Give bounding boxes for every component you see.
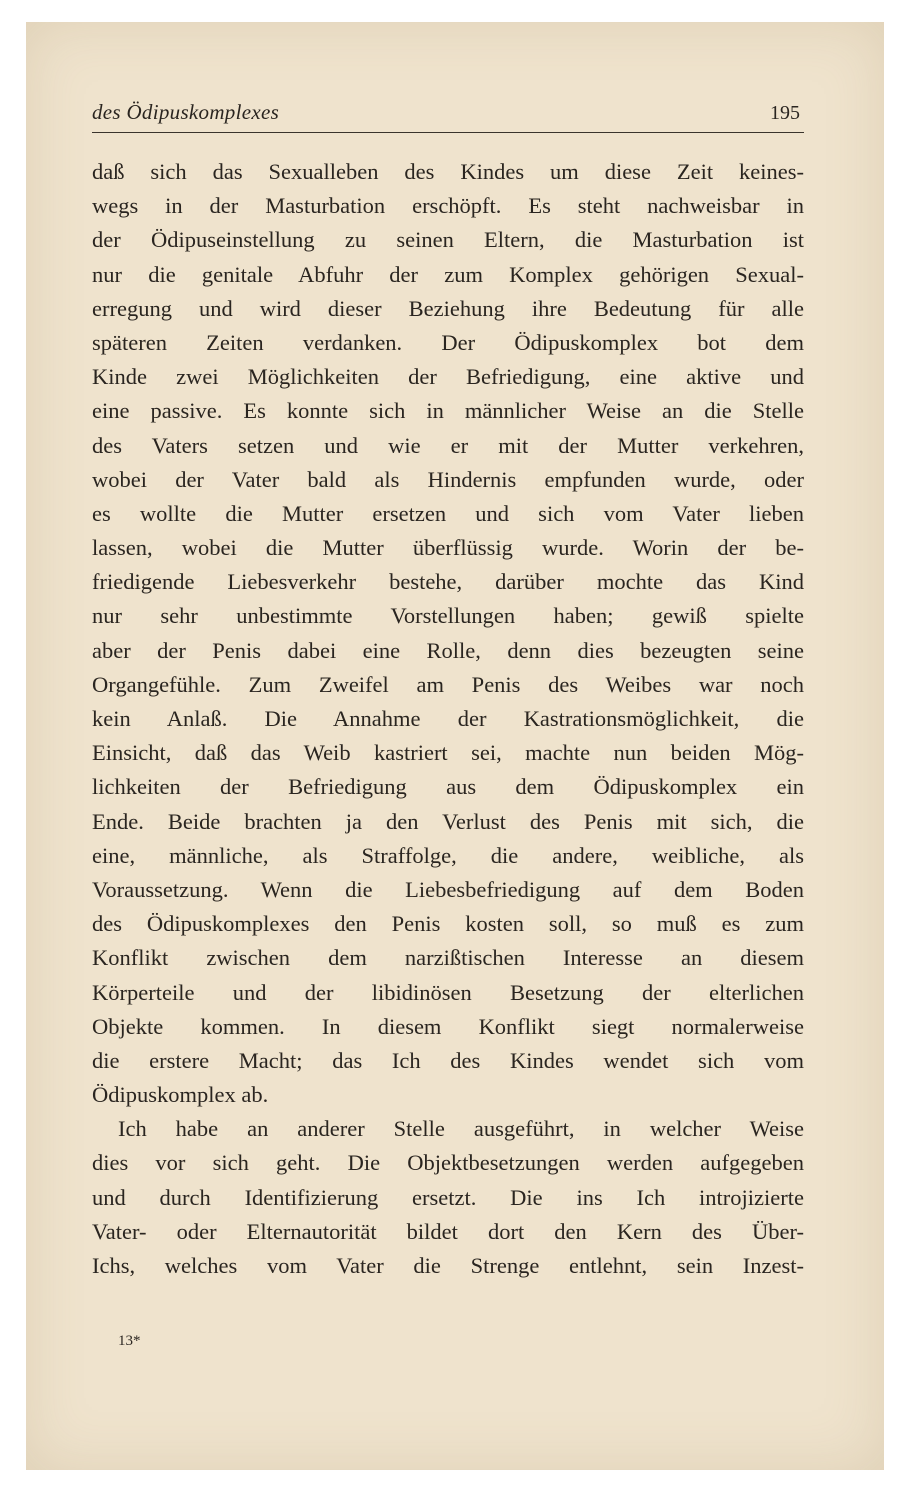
text-line: dies vor sich geht. Die Objektbesetzungen werden aufgegeben (92, 1150, 804, 1176)
text-line: kein Anlaß. Die Annahme der Kastrationsmöglichkeit, die (92, 706, 804, 731)
text-line: die erstere Macht; das Ich des Kindes wendet sich vom (92, 1047, 804, 1073)
text-line: wobei der Vater bald als Hindernis empfunden wurde, oder (92, 466, 804, 492)
signature-mark: 13* (118, 1333, 141, 1349)
text-line: daß sich das Sexualleben des Kindes um diese Zeit keines- (92, 159, 804, 184)
text-line: nur sehr unbestimmte Vorstellungen haben; gewiß spielte (92, 603, 804, 629)
text-line: lassen, wobei die Mutter überflüssig wurde. Worin der be- (92, 535, 804, 561)
paragraph-first-line: Ich habe an anderer Stelle ausgeführt, in welcher Weise (118, 1116, 804, 1142)
text-line: eine, männliche, als Straffolge, die andere, weibliche, als (92, 842, 804, 868)
text-line: Kinde zwei Möglichkeiten der Befriedigung, eine aktive und (92, 364, 804, 390)
paragraph-last-line: Ödipuskomplex ab. (92, 1082, 269, 1108)
page-number: 195 (770, 102, 800, 124)
text-line: späteren Zeiten verdanken. Der Ödipuskomplex bot dem (92, 329, 804, 355)
text-line: wegs in der Masturbation erschöpft. Es steht nachweisbar in (92, 193, 804, 219)
text-line: friedigende Liebesverkehr bestehe, darüber mochte das Kind (92, 569, 804, 595)
text-line: eine passive. Es konnte sich in männlicher Weise an die Stelle (92, 398, 804, 424)
text-line: es wollte die Mutter ersetzen und sich vom Vater lieben (92, 500, 804, 526)
text-line: Ichs, welches vom Vater die Strenge entlehnt, sein Inzest- (92, 1253, 804, 1278)
text-line: nur die genitale Abfuhr der zum Komplex gehörigen Sexual- (92, 261, 804, 287)
text-line: erregung und wird dieser Beziehung ihre Bedeutung für alle (92, 295, 804, 321)
text-line: und durch Identifizierung ersetzt. Die ins Ich introjizierte (92, 1184, 804, 1210)
text-line: des Vaters setzen und wie er mit der Mutter verkehren, (92, 432, 804, 458)
text-line: aber der Penis dabei eine Rolle, denn dies bezeugten seine (92, 637, 804, 663)
text-line: Körperteile und der libidinösen Besetzung der elterlichen (92, 979, 804, 1005)
text-line: Voraussetzung. Wenn die Liebesbefriedigung auf dem Boden (92, 876, 804, 902)
text-line: Vater- oder Elternautorität bildet dort den Kern des Über- (92, 1218, 804, 1244)
running-head: des Ödipuskomplexes (92, 100, 280, 124)
text-line: Einsicht, daß das Weib kastriert sei, machte nun beiden Mög- (92, 740, 804, 766)
text-line: des Ödipuskomplexes den Penis kosten soll, so muß es zum (92, 911, 804, 937)
body-text (92, 155, 804, 1283)
text-line: lichkeiten der Befriedigung aus dem Ödipuskomplex ein (92, 774, 804, 800)
text-line: Objekte kommen. In diesem Konflikt siegt normalerweise (92, 1013, 804, 1039)
text-line: Konflikt zwischen dem narzißtischen Interesse an diesem (92, 945, 804, 971)
text-line: der Ödipuseinstellung zu seinen Eltern, die Masturbation ist (92, 227, 804, 253)
text-line: Organgefühle. Zum Zweifel am Penis des Weibes war noch (92, 671, 804, 697)
page-header (92, 98, 804, 133)
text-line: Ende. Beide brachten ja den Verlust des Penis mit sich, die (92, 808, 804, 834)
